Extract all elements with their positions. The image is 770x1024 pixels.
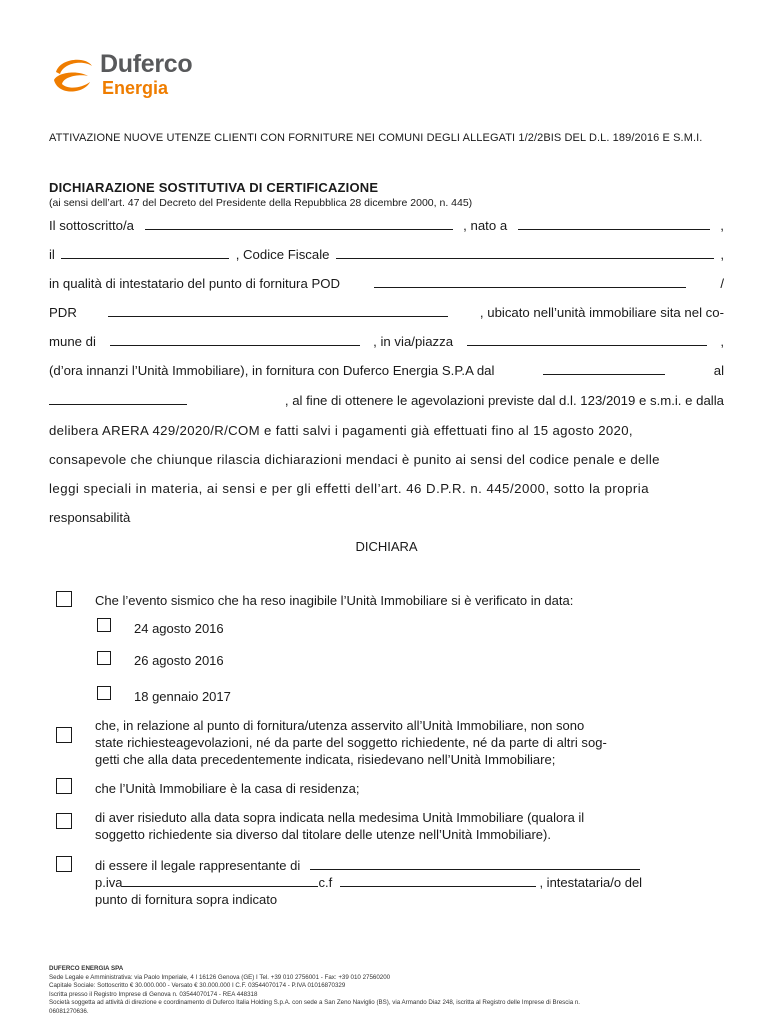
footer-line-5: 06081270636. [49, 1007, 89, 1015]
option-legal-rep-line-2: p.iva c.f , intestataria/o del [95, 875, 643, 890]
logo-brand: Duferco [100, 50, 193, 78]
date-24-agosto-label: 24 agosto 2016 [134, 621, 224, 636]
birthplace-field[interactable] [518, 217, 710, 230]
document-title: ATTIVAZIONE NUOVE UTENZE CLIENTI CON FORNITURE NEI COMUNI DEGLI ALLEGATI 1/2/2BIS DEL D.L. 189/2016 E S.M.I. [49, 132, 703, 144]
option-resided-line-2: soggetto richiedente sia diverso dal titolare delle utenze nell’Unità Immobiliare). [95, 827, 551, 842]
company-logo [48, 48, 248, 102]
option-residence-checkbox[interactable] [56, 778, 72, 794]
pdr-field[interactable] [108, 304, 448, 317]
nato-label: , nato a [463, 218, 508, 233]
option-no-benefits-line-2: state richiesteagevolazioni, né da parte del soggetto richiedente, né da parte di altri sog- [95, 735, 607, 750]
piva-field[interactable] [122, 874, 318, 887]
pdr-label: PDR [49, 305, 77, 320]
form-line-2: il , Codice Fiscale , [49, 247, 724, 262]
page-footer [49, 965, 729, 1017]
form-line-10: leggi speciali in materia, ai sensi e per gli effetti dell’art. 46 D.P.R. n. 445/2000, sotto la propria [49, 481, 650, 496]
cf-field[interactable] [340, 874, 536, 887]
date-26-agosto-checkbox[interactable] [97, 651, 111, 665]
form-line-4: PDR , ubicato nell’unità immobiliare sita nel co- [49, 305, 724, 320]
pod-label: in qualità di intestatario del punto di fornitura POD [49, 276, 341, 291]
dichiara-heading: DICHIARA [355, 539, 418, 554]
footer-line-1: Sede Legale e Amministrativa: via Paolo Imperiale, 4 I 16126 Genova (GE) I Tel. +39 010 2756001 - Fax: +39 010 27560200 [49, 973, 391, 981]
option-no-benefits-line-3: getti che alla data precedentemente indicata, risiedevano nell’Unità Immobiliare; [95, 752, 556, 767]
option-legal-rep-line-3: punto di fornitura sopra indicato [95, 892, 278, 907]
option-no-benefits-line-1: che, in relazione al punto di fornitura/utenza asservito all’Unità Immobiliare, non sono [95, 718, 585, 733]
comune-field[interactable] [110, 333, 360, 346]
form-line-11: responsabilità [49, 510, 131, 525]
codice-fiscale-label: , Codice Fiscale [235, 247, 330, 262]
codice-fiscale-field[interactable] [336, 246, 714, 259]
option-resided-checkbox[interactable] [56, 813, 72, 829]
date-label: il [49, 247, 55, 262]
footer-line-4: Società soggetta ad attività di direzione e coordinamento di Duferco Italia Holding S.p.A. con sede a San Zeno Naviglio (BS), via Armando Diaz 248, iscritta al Registro delle Imprese di Brescia n. [49, 999, 581, 1007]
option-legal-rep-checkbox[interactable] [56, 856, 72, 872]
form-line-7: , al fine di ottenere le agevolazioni previste dal d.l. 123/2019 e s.m.i. e dalla [49, 392, 724, 410]
logo-swoosh-icon [48, 50, 98, 100]
option-earthquake-text: Che l’evento sismico che ha reso inagibile l’Unità Immobiliare si è verificato in data: [95, 593, 574, 608]
comune-label: mune di [49, 334, 96, 349]
via-field[interactable] [467, 333, 707, 346]
start-date-field[interactable] [543, 362, 665, 375]
form-line-9: consapevole che chiunque rilascia dichiarazioni mendaci è punito ai sensi del codice penale e delle [49, 452, 660, 467]
pod-field[interactable] [374, 275, 686, 288]
logo-sub: Energia [102, 78, 169, 98]
date-18-gennaio-label: 18 gennaio 2017 [134, 689, 231, 704]
name-field[interactable] [145, 217, 453, 230]
form-line-5: mune di , in via/piazza , [49, 334, 724, 349]
document-heading: DICHIARAZIONE SOSTITUTIVA DI CERTIFICAZIONE [49, 180, 379, 195]
option-resided-line-1: di aver risieduto alla data sopra indicata nella medesima Unità Immobiliare (qualora il [95, 810, 585, 825]
sottoscritto-label: Il sottoscritto/a [49, 218, 135, 233]
form-line-6: (d’ora innanzi l’Unità Immobiliare), in fornitura con Duferco Energia S.P.A dal al [49, 363, 724, 378]
birthdate-field[interactable] [61, 246, 229, 259]
footer-line-2: Capitale Sociale: Sottoscritto € 30.000.000 - Versato € 30.000.000 I C.F. 03544070174 - P.IVA 01016870329 [49, 982, 346, 990]
date-18-gennaio-checkbox[interactable] [97, 686, 111, 700]
form-line-3: in qualità di intestatario del punto di fornitura POD / [49, 276, 724, 291]
company-name-field[interactable] [310, 857, 640, 870]
form-line-8: delibera ARERA 429/2020/R/COM e fatti salvi i pagamenti già effettuati fino al 15 agosto 2020, [49, 423, 633, 438]
option-legal-rep-line-1: di essere il legale rappresentante di [95, 857, 640, 874]
end-date-field[interactable] [49, 392, 187, 405]
option-earthquake-checkbox[interactable] [56, 591, 72, 607]
option-residence-text: che l’Unità Immobiliare è la casa di residenza; [95, 781, 360, 796]
via-label: , in via/piazza [373, 334, 454, 349]
footer-line-3: Iscritta presso il Registro Imprese di Genova n. 03544070174 - REA 448318 [49, 990, 258, 998]
form-line-1: Il sottoscritto/a , nato a , [49, 218, 724, 233]
footer-company: DUFERCO ENERGIA SPA [49, 965, 124, 972]
document-subheading: (ai sensi dell’art. 47 del Decreto del Presidente della Repubblica 28 dicembre 2000, n. 445) [49, 197, 473, 209]
date-24-agosto-checkbox[interactable] [97, 618, 111, 632]
date-26-agosto-label: 26 agosto 2016 [134, 653, 224, 668]
option-no-benefits-checkbox[interactable] [56, 727, 72, 743]
